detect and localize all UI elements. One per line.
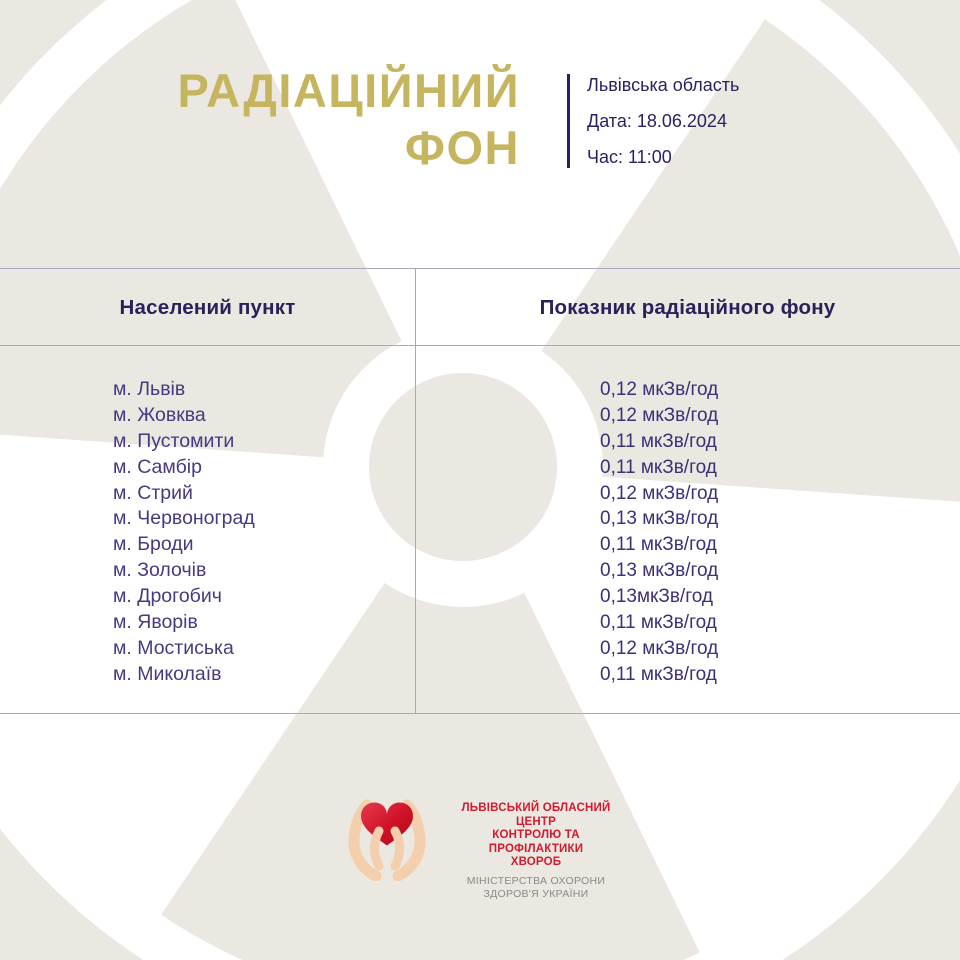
table-column-divider: [415, 268, 416, 713]
settlement-name: м. Самбір: [113, 455, 202, 478]
radiation-value: 0,11 мкЗв/год: [600, 663, 717, 685]
settlement-name: м. Львів: [113, 378, 186, 400]
value-column-header: Показник радіаційного фону: [539, 296, 836, 319]
radiation-value: 0,11 мкЗв/год: [600, 612, 717, 634]
settlement-name: м. Жовква: [113, 403, 206, 426]
right-thumb: [395, 831, 400, 866]
radiation-value: 0,13 мкЗв/год: [600, 560, 719, 582]
table-top-rule: [0, 268, 960, 269]
page-title-line2: ФОН: [404, 121, 520, 174]
radiation-value: 0,12 мкЗв/год: [600, 482, 719, 504]
time-label: Час: 11:00: [587, 147, 672, 167]
settlement-name: м. Броди: [113, 533, 194, 556]
ministry-line1: МІНІСТЕРСТВА ОХОРОНИ: [466, 874, 606, 887]
radiation-value: 0,13 мкЗв/год: [600, 508, 719, 530]
settlement-column-header: Населений пункт: [119, 296, 296, 319]
table-bottom-rule: [0, 713, 960, 714]
settlement-name: м. Червоноград: [113, 507, 255, 530]
org-name-line1: ЛЬВІВСЬКИЙ ОБЛАСНИЙ ЦЕНТР: [461, 802, 611, 828]
settlement-name: м. Золочів: [113, 559, 207, 582]
report-info-block: [567, 74, 739, 168]
region-label: Львівська область: [587, 75, 740, 95]
org-name-line3: ХВОРОБ: [510, 856, 562, 868]
footer-org-block: [444, 802, 628, 901]
radiation-value: 0,13мкЗв/год: [600, 586, 713, 608]
settlement-name: м. Мостиська: [113, 636, 234, 659]
radiation-value: 0,12 мкЗв/год: [600, 379, 719, 400]
settlement-name: м. Миколаїв: [113, 662, 222, 685]
left-thumb: [375, 831, 380, 866]
radiation-value: 0,11 мкЗв/год: [600, 430, 717, 452]
value-column-list: [600, 377, 718, 688]
settlement-name: м. Пустомити: [113, 429, 235, 452]
radiation-value: 0,12 мкЗв/год: [600, 637, 719, 659]
hands-heart-logo-icon: [341, 795, 435, 881]
radiation-value: 0,11 мкЗв/год: [600, 534, 717, 556]
radiation-value: 0,12 мкЗв/год: [600, 404, 719, 426]
settlement-name: м. Дрогобич: [113, 585, 222, 608]
heart-icon: [361, 803, 413, 846]
date-label: Дата: 18.06.2024: [587, 111, 727, 131]
settlement-column-list: [113, 377, 255, 688]
trefoil-center-circle: [363, 367, 564, 568]
page-title: [177, 62, 520, 176]
ministry-line2: ЗДОРОВ'Я УКРАЇНИ: [483, 887, 589, 900]
settlement-name: м. Яворів: [113, 611, 198, 634]
settlement-name: м. Стрий: [113, 481, 193, 504]
radiation-value: 0,11 мкЗв/год: [600, 456, 717, 478]
org-name-line2: КОНТРОЛЮ ТА ПРОФІЛАКТИКИ: [488, 829, 584, 855]
table-header-rule: [0, 345, 960, 346]
page-title-line1: РАДІАЦІЙНИЙ: [177, 64, 520, 117]
